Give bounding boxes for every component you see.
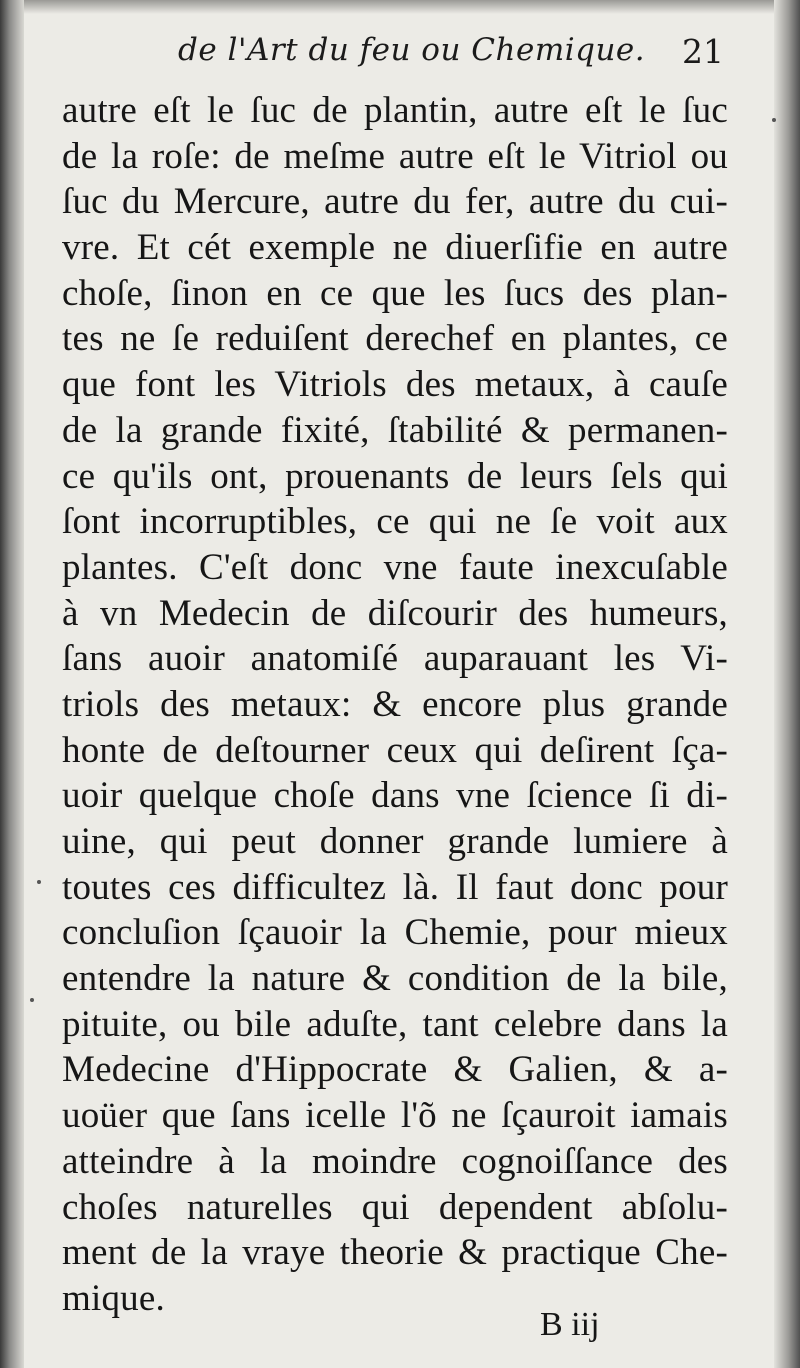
text-line: toutes ces difficultez là. Il faut donc pour: [62, 866, 728, 908]
text-line: uoüer que ſans icelle l'õ ne ſçauroit iamais: [62, 1095, 728, 1137]
page-left-edge: [0, 0, 24, 1368]
text-line: pituite, ou bile aduſte, tant celebre dans la: [62, 1003, 728, 1045]
text-line: autre eſt le ſuc de plantin, autre eſt le ſuc: [62, 90, 728, 131]
text-line: plantes. C'eſt donc vne faute inexcuſable: [62, 546, 728, 588]
text-line: que font les Vitriols des metaux, à cauſe: [62, 364, 728, 406]
text-line: uoir quelque choſe dans vne ſcience ſi di-: [62, 775, 728, 817]
text-line: mique.: [62, 1277, 165, 1319]
text-line: tes ne ſe reduiſent derechef en plantes, ce: [62, 318, 728, 360]
paper-speck: [30, 998, 34, 1002]
paper-speck: [37, 880, 41, 884]
text-line: choſes naturelles qui dependent abſolu-: [62, 1186, 728, 1228]
text-line: concluſion ſçauoir la Chemie, pour mieux: [62, 912, 728, 954]
text-line: triols des metaux: & encore plus grande: [62, 683, 728, 725]
paper-speck: [772, 118, 776, 122]
text-line: atteindre à la moindre cognoiſſance des: [62, 1140, 728, 1182]
running-title: de l'Art du feu ou Chemique.: [178, 32, 646, 68]
page-top-shadow: [0, 0, 800, 14]
page-right-edge: [774, 0, 800, 1368]
text-line: ſont incorruptibles, ce qui ne ſe voit aux: [62, 501, 728, 543]
page-number: 21: [682, 32, 724, 71]
text-line: entendre la nature & condition de la bile,: [62, 958, 728, 1000]
text-line: uine, qui peut donner grande lumiere à: [62, 821, 728, 862]
text-line: Medecine d'Hippocrate & Galien, & a-: [62, 1049, 728, 1091]
signature-mark: B iij: [540, 1306, 600, 1343]
body-text: [62, 88, 728, 1322]
text-line: de la grande fixité, ſtabilité & permanen-: [62, 409, 728, 451]
text-line: ment de la vraye theorie & practique Che-: [62, 1232, 728, 1274]
text-line: vre. Et cét exemple ne diuerſifie en autre: [62, 227, 728, 269]
text-line: de la roſe: de meſme autre eſt le Vitriol ou: [62, 135, 728, 177]
text-line: ce qu'ils ont, prouenants de leurs ſels qui: [62, 455, 728, 497]
text-line: ſuc du Mercure, autre du fer, autre du cui-: [62, 181, 728, 223]
text-line: honte de deſtourner ceux qui deſirent ſça-: [62, 729, 728, 771]
text-line: ſans auoir anatomiſé auparauant les Vi-: [62, 638, 728, 680]
text-line: choſe, ſinon en ce que les ſucs des plan-: [62, 272, 728, 314]
text-line: à vn Medecin de diſcourir des humeurs,: [62, 592, 728, 634]
